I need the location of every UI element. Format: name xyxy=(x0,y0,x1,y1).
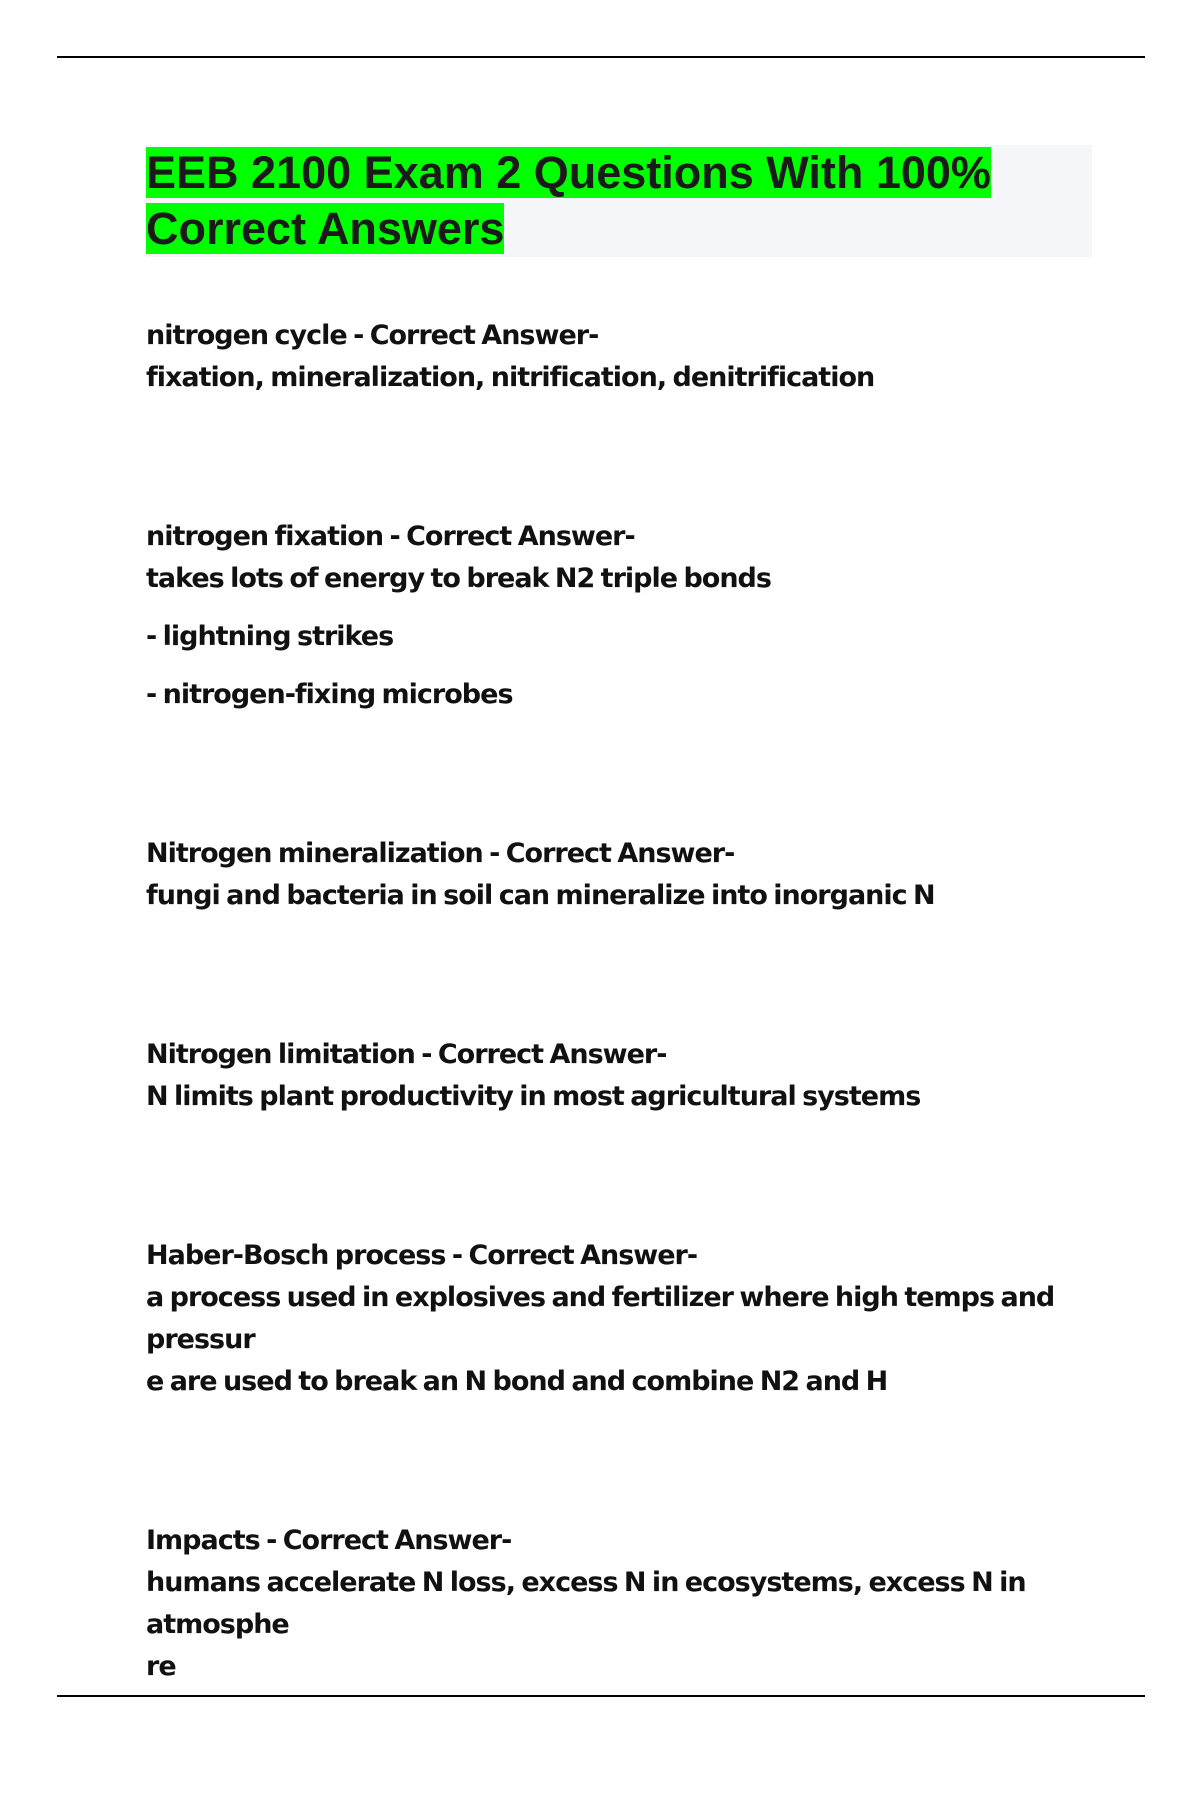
answer-text-line-1: humans accelerate N loss, excess N in ecosystems, excess N in atmosphe xyxy=(146,1567,1026,1640)
title-line-1: EEB 2100 Exam 2 Questions With 100% xyxy=(146,147,991,198)
title-block xyxy=(146,145,1092,257)
question-text: Nitrogen limitation - Correct Answer- xyxy=(146,1039,667,1070)
answer-text: N limits plant productivity in most agricultural systems xyxy=(146,1081,921,1112)
question-text: Impacts - Correct Answer- xyxy=(146,1525,512,1556)
title-line-2: Correct Answers xyxy=(146,203,505,254)
answer-bullet: - nitrogen-fixing microbes xyxy=(146,679,513,710)
qa-item-nitrogen-limitation xyxy=(146,1034,1086,1118)
qa-item-haber-bosch xyxy=(146,1235,1086,1403)
answer-text: takes lots of energy to break N2 triple bonds xyxy=(146,563,771,594)
question-text: nitrogen fixation - Correct Answer- xyxy=(146,521,635,552)
qa-list xyxy=(146,315,1086,1805)
answer-text-line-2: re xyxy=(146,1651,176,1682)
answer-text-line-2: e are used to break an N bond and combine N2 and H xyxy=(146,1366,888,1397)
footer-rule xyxy=(57,1695,1145,1697)
qa-item-impacts xyxy=(146,1520,1086,1688)
document-title xyxy=(146,145,1092,257)
qa-item-nitrogen-mineralization xyxy=(146,833,1086,917)
answer-bullet: - lightning strikes xyxy=(146,621,394,652)
question-text: Nitrogen mineralization - Correct Answer- xyxy=(146,838,735,869)
header-rule xyxy=(57,56,1145,58)
answer-text: fixation, mineralization, nitrification, denitrification xyxy=(146,362,875,393)
answer-text: fungi and bacteria in soil can mineralize into inorganic N xyxy=(146,880,935,911)
answer-text-line-1: a process used in explosives and fertilizer where high temps and pressur xyxy=(146,1282,1055,1355)
question-text: nitrogen cycle - Correct Answer- xyxy=(146,320,599,351)
qa-item-nitrogen-fixation xyxy=(146,516,1086,716)
qa-item-nitrogen-cycle xyxy=(146,315,1086,399)
question-text: Haber-Bosch process - Correct Answer- xyxy=(146,1240,698,1271)
